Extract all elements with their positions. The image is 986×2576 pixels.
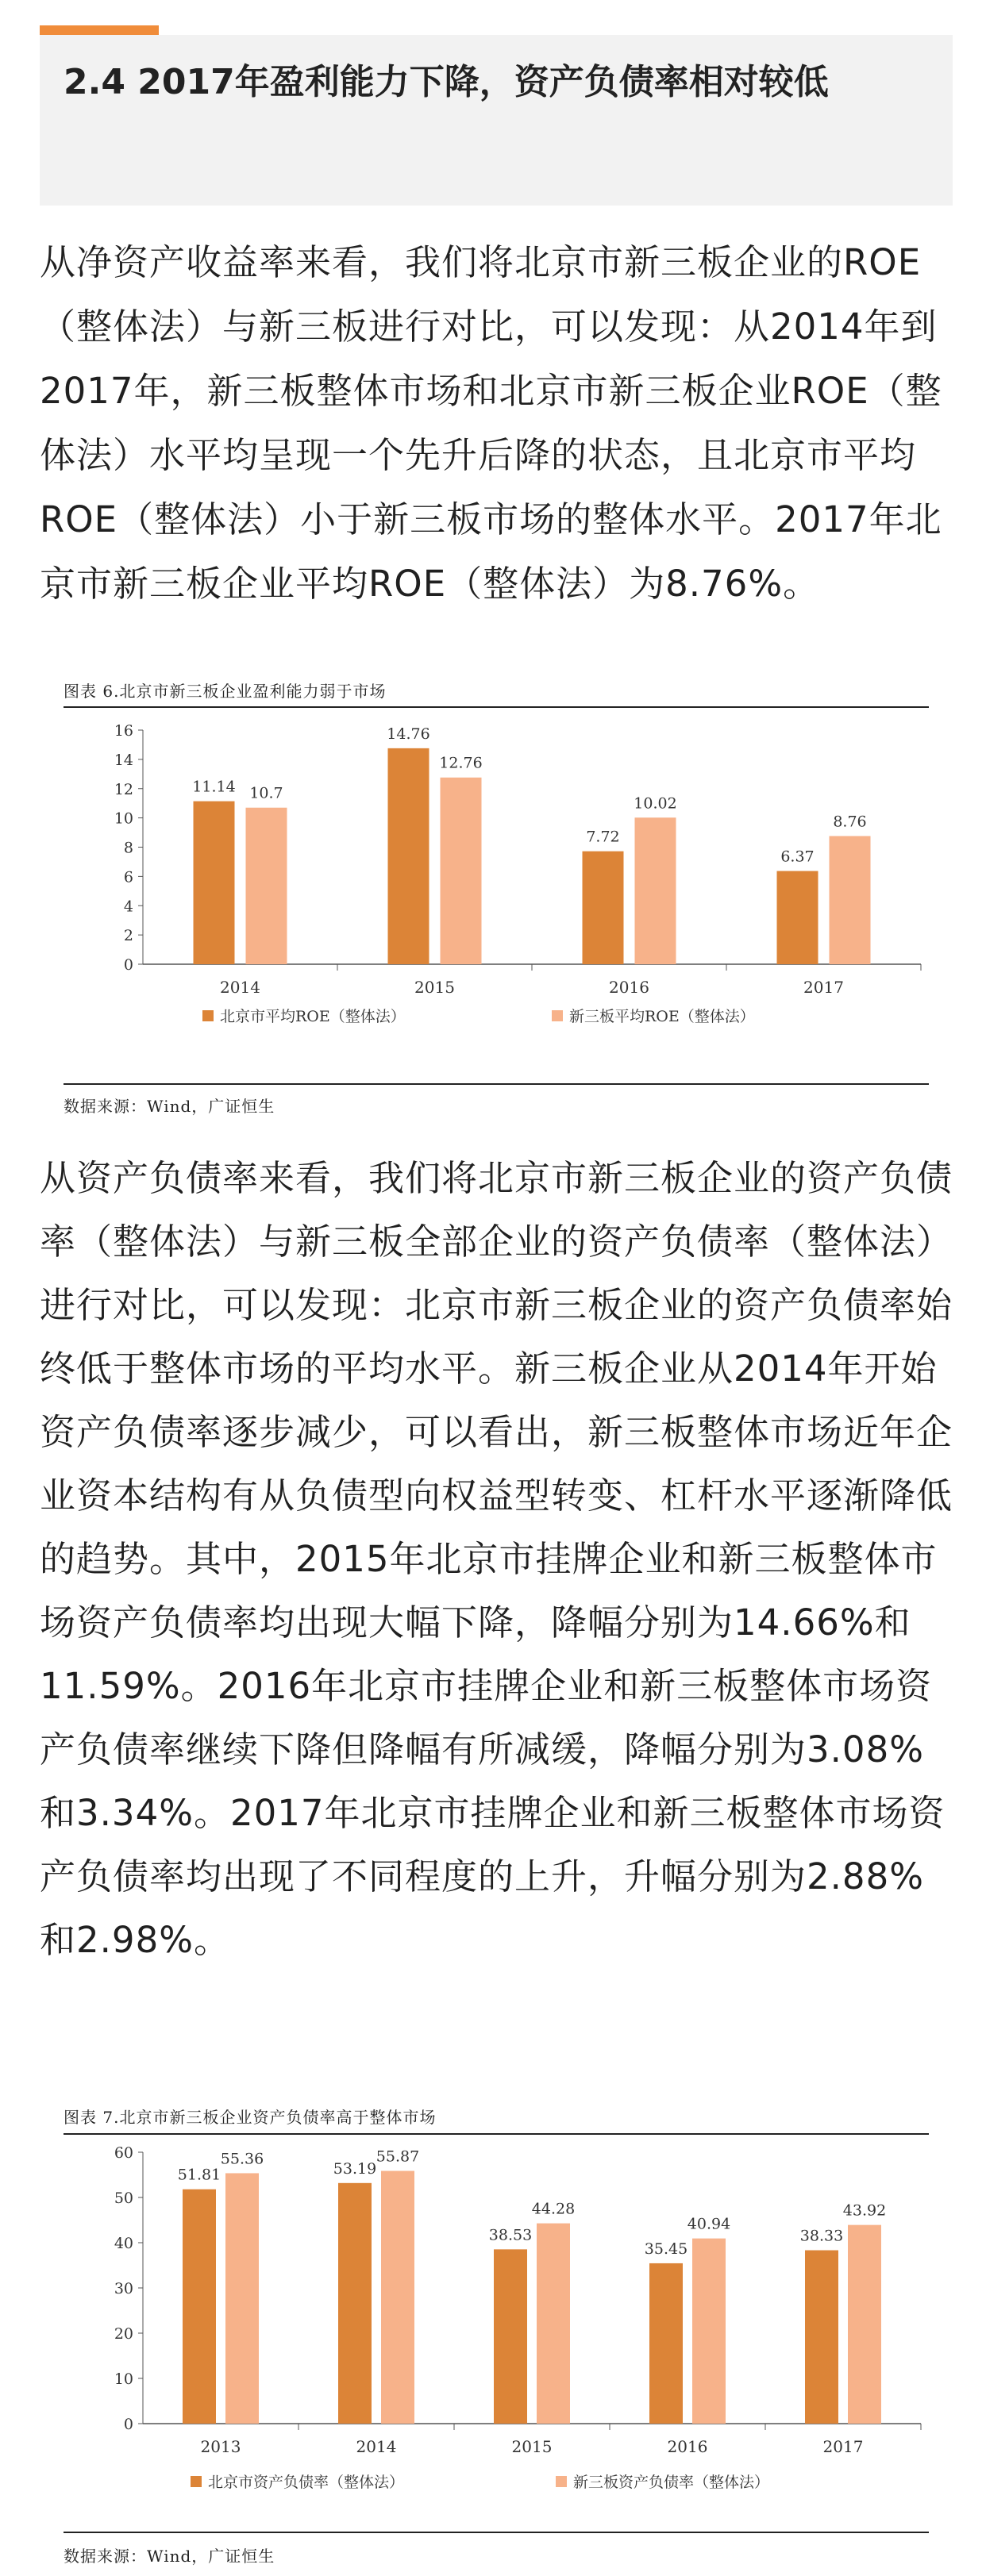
y-tick-label: 10 [114,2370,133,2388]
y-tick-label: 14 [114,751,133,769]
data-label: 55.36 [220,2150,264,2168]
data-label: 44.28 [531,2200,576,2218]
data-label: 14.76 [387,725,430,743]
data-label: 53.19 [333,2159,377,2178]
legend-label: 新三板平均ROE（整体法） [569,1008,755,1025]
data-label: 7.72 [586,828,620,846]
data-label: 51.81 [177,2166,221,2184]
figure-7-source: 数据来源：Wind，广证恒生 [64,2547,275,2566]
debt-ratio-bar-chart [64,2136,929,2529]
x-tick-label: 2016 [609,978,649,997]
figure-7-title: 图表 7.北京市新三板企业资产负债率高于整体市场 [64,2108,437,2127]
bar-series2 [635,817,676,964]
y-tick-label: 0 [123,2416,133,2433]
legend-swatch [556,2476,567,2487]
x-tick-label: 2017 [803,978,844,997]
y-tick-label: 50 [114,2190,133,2207]
y-tick-label: 16 [114,722,133,740]
bar-series1 [805,2251,838,2424]
bar-series2 [537,2224,570,2424]
legend-swatch [552,1010,563,1021]
figure-7-top-rule [64,2133,929,2135]
y-tick-label: 30 [114,2280,133,2297]
data-label: 10.02 [634,794,677,813]
bar-series1 [583,852,624,964]
bar-series1 [649,2263,683,2424]
figure-6-title: 图表 6.北京市新三板企业盈利能力弱于市场 [64,682,387,701]
section-heading: 2.4 2017年盈利能力下降，资产负债率相对较低 [64,62,829,102]
bar-series1 [494,2249,527,2424]
legend-swatch [191,2476,202,2487]
y-tick-label: 8 [123,839,133,857]
y-tick-label: 40 [114,2235,133,2252]
data-label: 38.33 [799,2227,844,2245]
x-tick-label: 2014 [356,2437,397,2456]
y-tick-label: 10 [114,809,133,828]
debt-ratio-paragraph: 从资产负债率来看，我们将北京市新三板企业的资产负债率（整体法）与新三板全部企业的资产负债率（整体法）进行对比，可以发现：北京市新三板企业的资产负债率始终低于整体市场的平均水平。新三板企业从2014年开始资产负债率逐步减少，可以看出，新三板整体市场近年企业资本结构有从负债型向权益型转变、杠杆水平逐渐降低的趋势。其中，2015年北京市挂牌企业和新三板整体市场资产负债率均出现大幅下降，降幅分别为14.66%和11.59%。2016年北京市挂牌企业和新三板整体市场资产负债率继续下降但降幅有所减缓，降幅分别为3.08%和3.34%。2017年北京市挂牌企业和新三板整体市场资产负债率均出现了不同程度的上升，升幅分别为2.88%和2.98%。 [40,1157,953,1961]
y-tick-label: 6 [123,868,133,886]
data-label: 8.76 [833,813,867,831]
x-tick-label: 2016 [667,2437,708,2456]
data-label: 11.14 [192,778,236,796]
y-tick-label: 0 [123,956,133,974]
figure-6-top-rule [64,706,929,708]
bar-series1 [777,871,818,964]
x-tick-label: 2015 [511,2437,553,2456]
bar-series2 [830,836,871,964]
data-label: 55.87 [376,2147,420,2166]
figure-6-source: 数据来源：Wind，广证恒生 [64,1097,275,1116]
x-tick-label: 2015 [414,978,455,997]
roe-bar-chart [64,710,929,1079]
legend-swatch [202,1010,214,1021]
y-tick-label: 12 [114,780,133,798]
data-label: 43.92 [842,2201,887,2220]
bar-series2 [225,2173,259,2424]
bar-series2 [246,808,287,964]
bar-series2 [848,2225,881,2424]
y-tick-label: 20 [114,2325,133,2343]
y-tick-label: 2 [123,927,133,945]
bar-series1 [338,2183,372,2424]
legend-label: 北京市平均ROE（整体法） [220,1008,406,1025]
bar-series1 [194,802,235,964]
legend-label: 北京市资产负债率（整体法） [208,2474,405,2491]
bar-series2 [441,778,482,964]
x-tick-label: 2014 [220,978,260,997]
bar-series1 [388,748,429,964]
heading-accent-bar [40,25,159,35]
y-tick-label: 60 [114,2144,133,2162]
x-tick-label: 2013 [200,2437,241,2456]
legend-label: 新三板资产负债率（整体法） [573,2474,770,2491]
x-tick-label: 2017 [822,2437,864,2456]
data-label: 12.76 [439,754,483,772]
data-label: 38.53 [488,2226,533,2244]
roe-paragraph: 从净资产收益率来看，我们将北京市新三板企业的ROE（整体法）与新三板进行对比，可以发现：从2014年到2017年，新三板整体市场和北京市新三板企业ROE（整体法）水平均呈现一个先升后降的状态，且北京市平均ROE（整体法）小于新三板市场的整体水平。2017年北京市新三板企业平均ROE（整体法）为8.76%。 [40,241,942,605]
data-label: 35.45 [644,2240,688,2258]
data-label: 10.7 [249,784,283,802]
data-label: 6.37 [780,848,815,866]
bar-series2 [381,2171,414,2424]
figure-6-bottom-rule [64,1083,929,1085]
bar-series1 [183,2190,216,2424]
bar-series2 [692,2239,726,2424]
y-tick-label: 4 [123,898,133,916]
data-label: 40.94 [687,2215,731,2233]
figure-7-bottom-rule [64,2532,929,2533]
